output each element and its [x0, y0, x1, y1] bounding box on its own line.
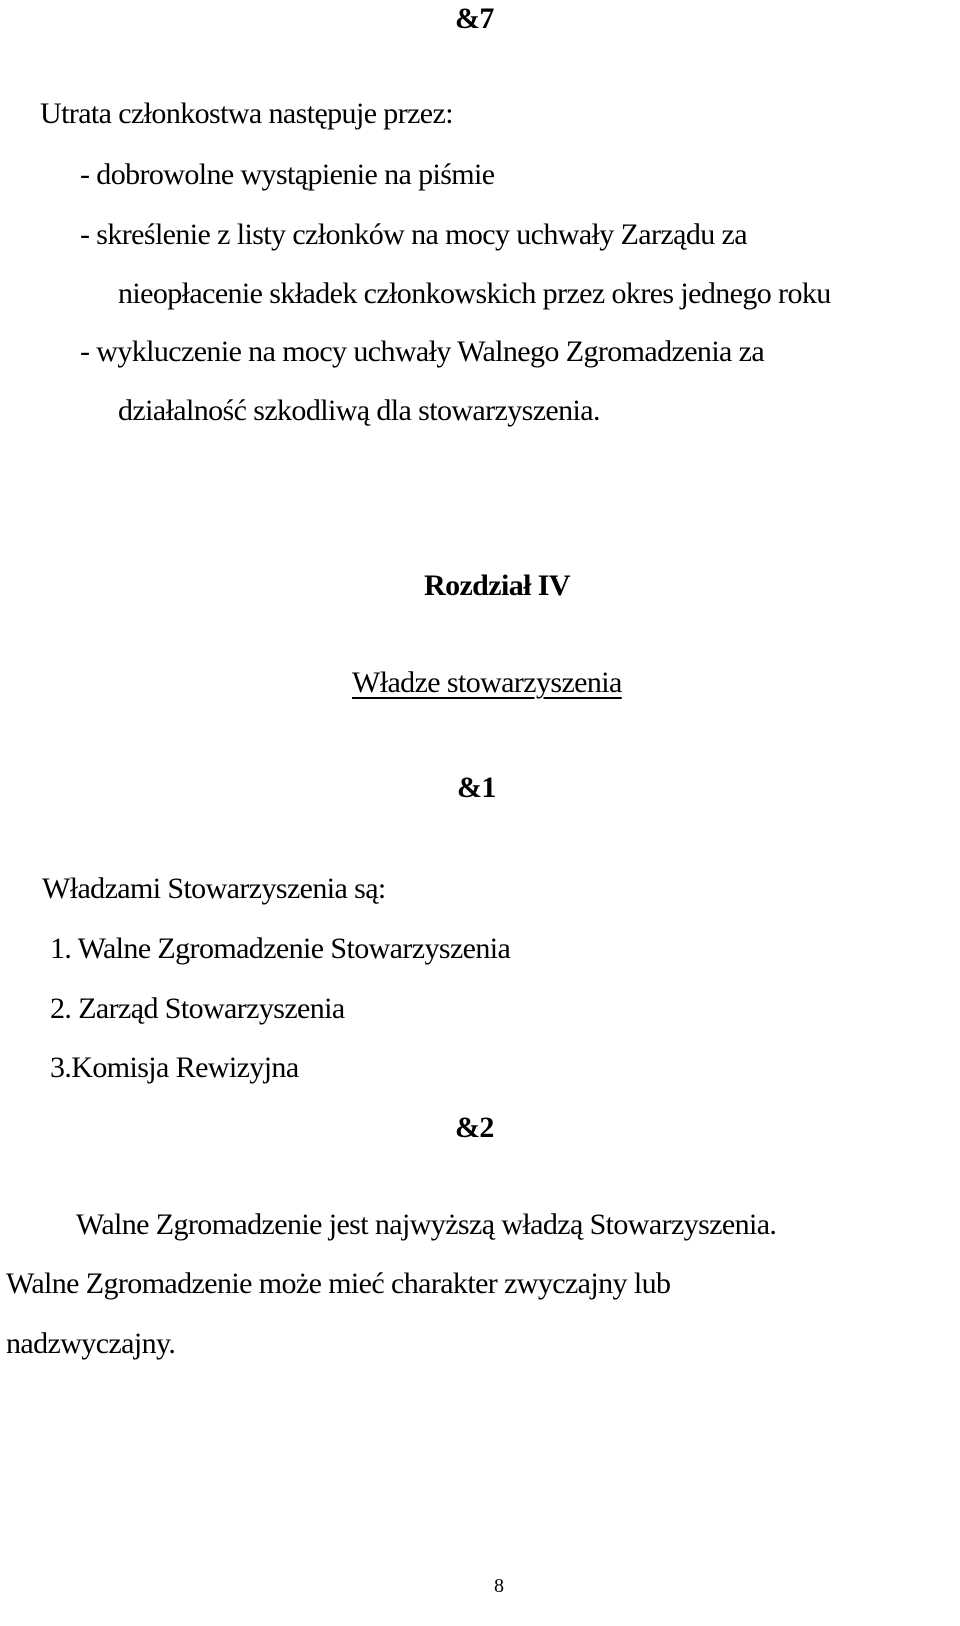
- section-1-intro: Władzami Stowarzyszenia są:: [42, 872, 386, 905]
- section-2-heading: &2: [455, 1111, 494, 1144]
- paragraph-line: Walne Zgromadzenie jest najwyższą władzą Stowarzyszenia.: [76, 1208, 777, 1241]
- section-7-heading: &7: [455, 2, 494, 35]
- list-item: 3.Komisja Rewizyjna: [50, 1051, 299, 1084]
- list-item: 1. Walne Zgromadzenie Stowarzyszenia: [50, 932, 511, 965]
- list-item-continuation: działalność szkodliwą dla stowarzyszenia.: [118, 394, 600, 427]
- list-item: - dobrowolne wystąpienie na piśmie: [80, 158, 495, 191]
- page-number: 8: [494, 1575, 504, 1597]
- list-item: - skreślenie z listy członków na mocy uchwały Zarządu za: [80, 218, 747, 251]
- chapter-title: Rozdział IV: [424, 569, 570, 602]
- list-item-continuation: nieopłacenie składek członkowskich przez okres jednego roku: [118, 277, 831, 310]
- paragraph-line: nadzwyczajny.: [6, 1327, 176, 1360]
- list-item: 2. Zarząd Stowarzyszenia: [50, 992, 345, 1025]
- chapter-subtitle: Władze stowarzyszenia: [352, 666, 622, 699]
- list-item: - wykluczenie na mocy uchwały Walnego Zgromadzenia za: [80, 335, 765, 368]
- section-7-intro: Utrata członkostwa następuje przez:: [40, 97, 453, 130]
- section-1-heading: &1: [457, 771, 496, 804]
- paragraph-line: Walne Zgromadzenie może mieć charakter zwyczajny lub: [6, 1267, 671, 1300]
